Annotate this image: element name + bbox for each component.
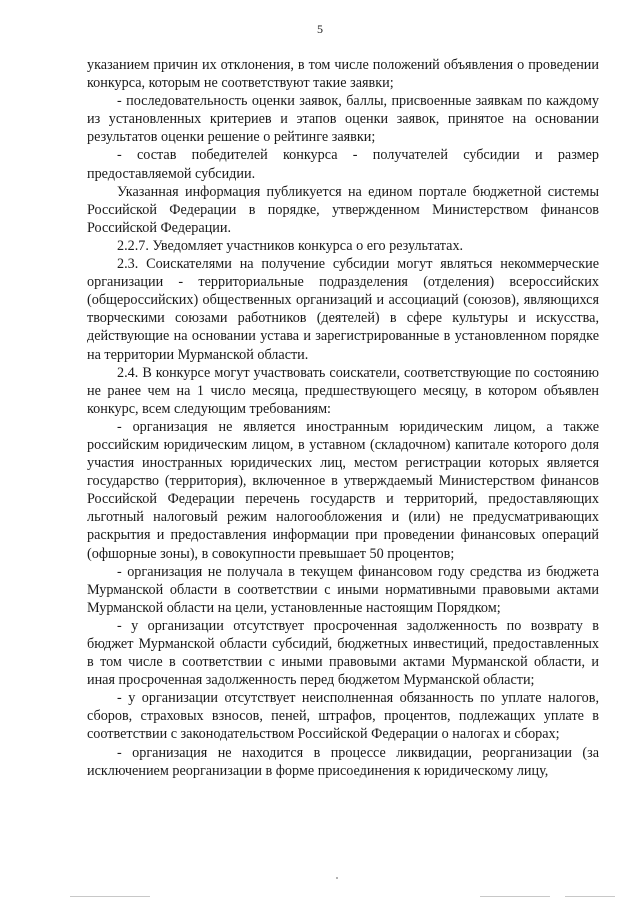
paragraph-publication-info: Указанная информация публикуется на едином портале бюджетной системы Российской Федерации в порядке, утвержденном Министерством финансов Российской Федерации. (87, 183, 599, 236)
paragraph-continuation: указанием причин их отклонения, в том числе положений объявления о проведении конкурса, которым не соответствуют такие заявки; (87, 57, 599, 92)
scan-speck (336, 877, 338, 879)
footer-rule (565, 896, 615, 897)
paragraph-item-winners: - состав победителей конкурса - получателей субсидии и размер предоставляемой субсидии. (87, 147, 599, 182)
paragraph-requirement-foreign-entity: - организация не является иностранным юридическим лицом, а также российским юридическим лицом, в уставном (складочном) капитале которого доля участия иностранных юридических лиц, местом регистрации которых является государство (территория), включенное в утверждаемый Министерством финансов Российской Федерации перечень государств и территорий, предоставляющих льготный налоговый режим налогообложения и (или) не предусматривающих раскрытия и предоставления информации при проведении финансовых операций (офшорные зоны), в совокупности превышает 50 процентов; (87, 418, 599, 562)
paragraph-requirement-no-overdue-debt: - у организации отсутствует просроченная задолженность по возврату в бюджет Мурманской области субсидий, бюджетных инвестиций, предоставленных в том числе в соответствии с иными правовыми актами Мурманской области, и иная просроченная задолженность перед бюджетом Мурманской области; (87, 617, 599, 689)
document-body (87, 56, 599, 780)
paragraph-requirement-no-liquidation: - организация не находится в процессе ликвидации, реорганизации (за исключением реорганизации в форме присоединения к юридическому лицу, (87, 744, 599, 779)
paragraph-requirement-no-budget-funds: - организация не получала в текущем финансовом году средства из бюджета Мурманской области в соответствии с иными нормативными правовыми актами Мурманской области на цели, установленные настоящим Порядком; (87, 563, 599, 616)
footer-rule (70, 896, 150, 897)
footer-rule (480, 896, 550, 897)
paragraph-requirement-no-tax-arrears: - у организации отсутствует неисполненная обязанность по уплате налогов, сборов, страховых взносов, пеней, штрафов, процентов, подлежащих уплате в соответствии с законодательством Российской Федерации о налогах и сборах; (87, 690, 599, 743)
paragraph-item-evaluation-sequence: - последовательность оценки заявок, баллы, присвоенные заявкам по каждому из установленных критериев и этапов оценки заявок, принятое на основании результатов оценки решение о рейтинге заявки; (87, 93, 599, 146)
page-number: 5 (317, 22, 323, 36)
paragraph-2-2-7: 2.2.7. Уведомляет участников конкурса о его результатах. (117, 237, 464, 254)
paragraph-2-4: 2.4. В конкурсе могут участвовать соискатели, соответствующие по состоянию не ранее чем на 1 число месяца, предшествующего месяцу, в котором объявлен конкурс, всем следующим требованиям: (87, 364, 599, 417)
paragraph-2-3: 2.3. Соискателями на получение субсидии могут являться некоммерческие организации - территориальные подразделения (отделения) всероссийских (общероссийских) общественных организаций и ассоциаций (союзов), являющихся творческими союзами работников (деятелей) в сфере культуры и искусства, действующие на основании устава и зарегистрированные в установленном порядке на территории Мурманской области. (87, 256, 599, 363)
